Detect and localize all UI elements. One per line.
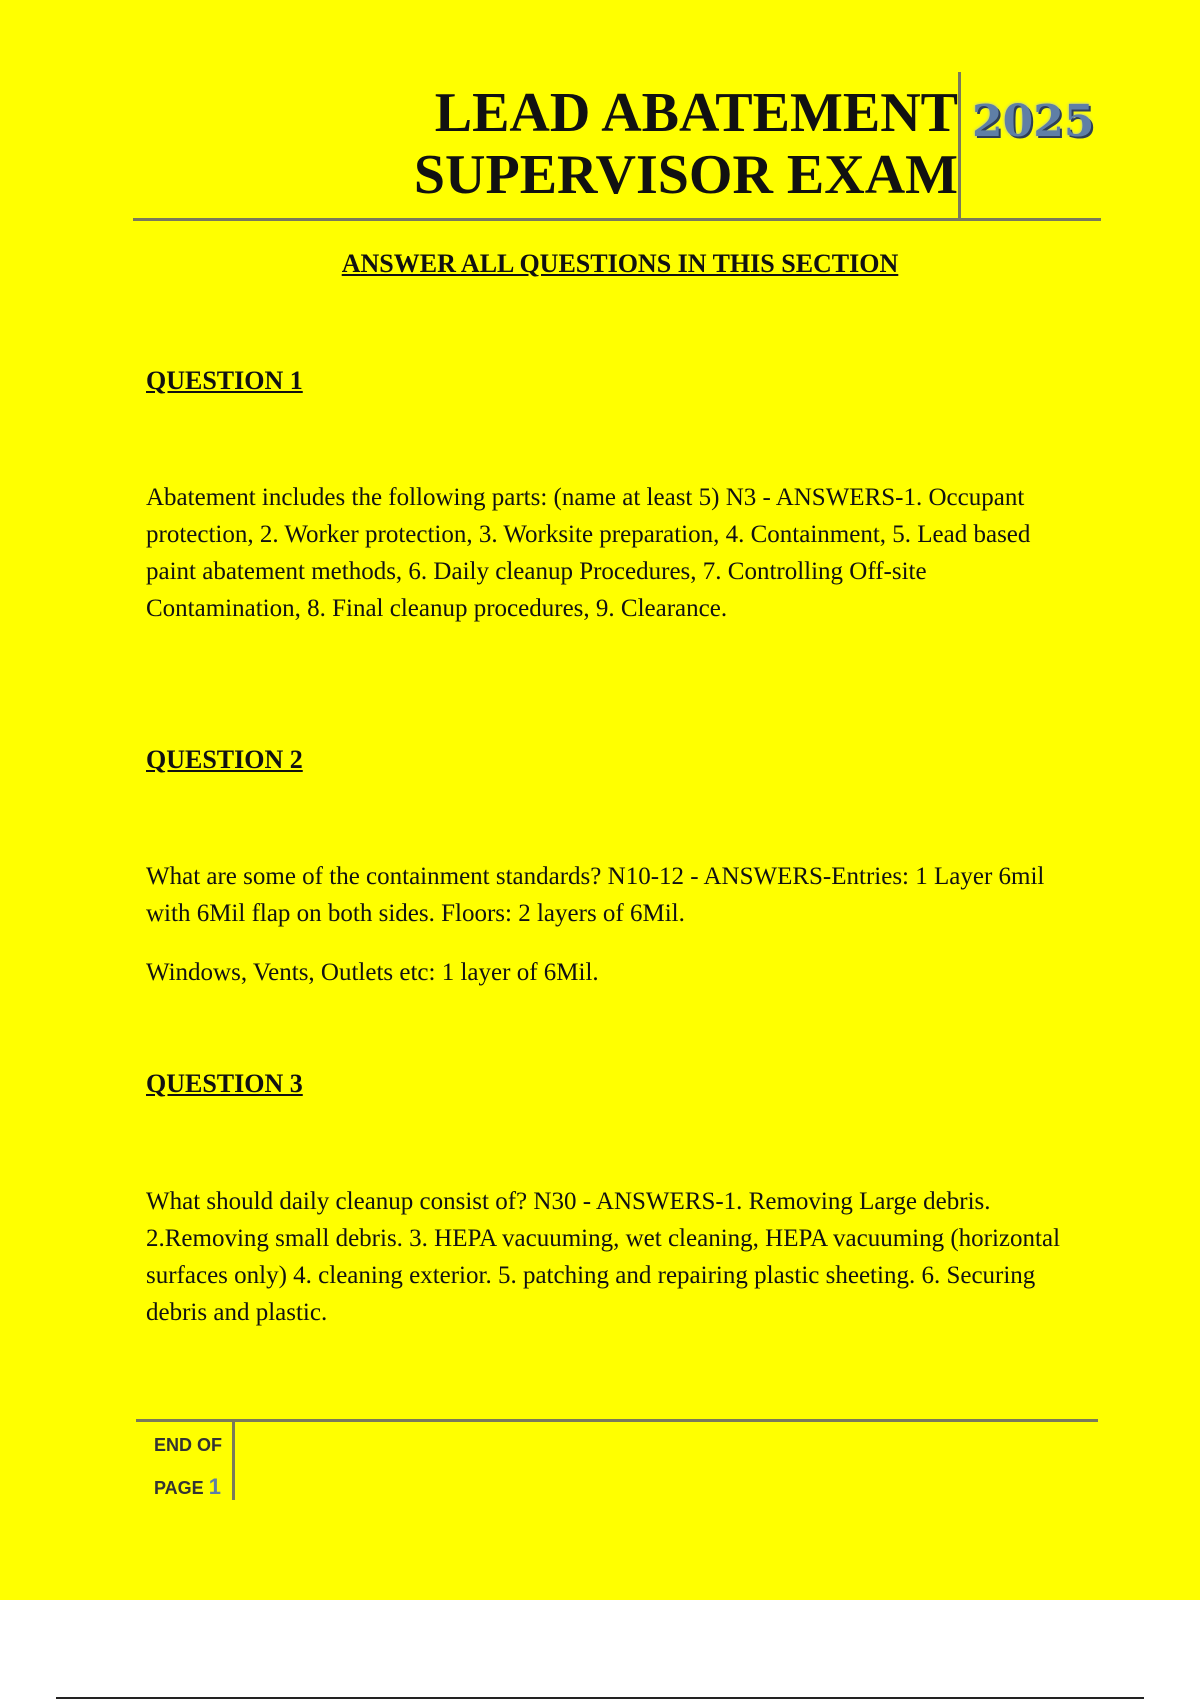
title-divider xyxy=(958,72,961,220)
page-footer xyxy=(154,1424,222,1509)
title-line-1: LEAD ABATEMENT xyxy=(434,82,958,144)
question-1-heading: QUESTION 1 xyxy=(146,366,303,395)
question-3-paragraph-1: What should daily cleanup consist of? N30 - ANSWERS-1. Removing Large debris. 2.Removing small debris. 3. HEPA vacuuming, wet cleaning, HEPA vacuuming (horizontal surfaces only) 4. cleaning exterior. 5. patching and repairing plastic sheeting. 6. Securing debris and plastic. xyxy=(146,1188,1061,1326)
question-1-body xyxy=(146,479,1086,649)
footer-page-number: 1 xyxy=(208,1474,221,1499)
footer-divider xyxy=(232,1420,235,1500)
header-rule xyxy=(133,218,1101,221)
section-heading: ANSWER ALL QUESTIONS IN THIS SECTION xyxy=(341,249,899,278)
question-2-paragraph-2: Windows, Vents, Outlets etc: 1 layer of 6Mil. xyxy=(146,959,599,986)
footer-rule xyxy=(136,1419,1098,1422)
question-1-paragraph-1: Abatement includes the following parts: (name at least 5) N3 - ANSWERS-1. Occupant protection, 2. Worker protection, 3. Worksite preparation, 4. Containment, 5. Lead based paint abatement methods, 6. Daily cleanup Procedures, 7. Controlling Off-site Contamination, 8. Final cleanup procedures, 9. Clearance. xyxy=(146,484,1031,622)
question-3-body xyxy=(146,1183,1086,1353)
exam-year: 2025 xyxy=(972,96,1095,147)
question-2-heading: QUESTION 2 xyxy=(146,745,303,774)
title-line-2: SUPERVISOR EXAM xyxy=(413,144,958,206)
bottom-rule xyxy=(56,1697,1144,1699)
exam-title xyxy=(414,82,958,206)
question-2-body xyxy=(146,858,1086,1013)
footer-line-1: END OF xyxy=(154,1435,223,1455)
question-2-paragraph-1: What are some of the containment standards? N10-12 - ANSWERS-Entries: 1 Layer 6mil with 6Mil flap on both sides. Floors: 2 layers of 6Mil. xyxy=(146,863,1045,927)
question-3-heading: QUESTION 3 xyxy=(146,1069,303,1098)
footer-page-label: PAGE xyxy=(154,1478,204,1498)
footer-line-2 xyxy=(154,1466,222,1509)
